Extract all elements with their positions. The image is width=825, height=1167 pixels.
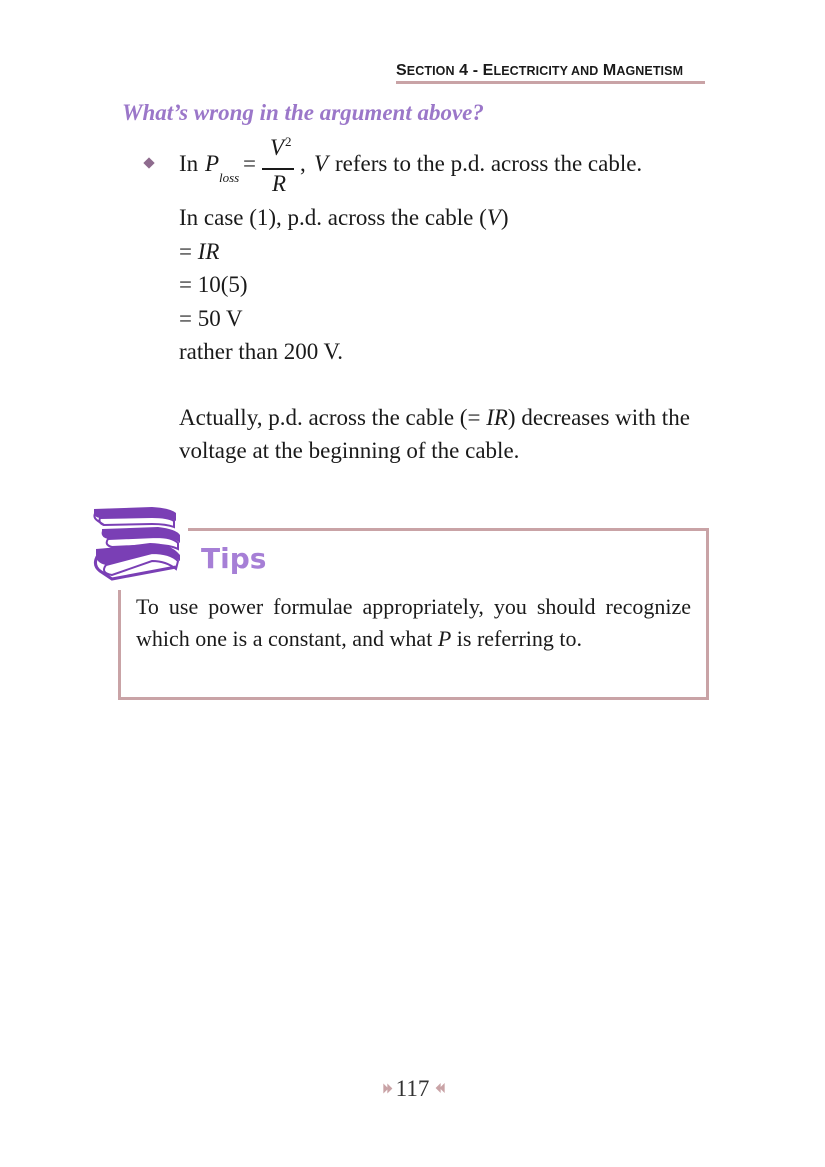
squared-exponent: 2	[285, 134, 292, 149]
tips-border-top	[188, 528, 709, 531]
tips-title: Tips	[201, 542, 267, 575]
double-arrow-left-icon: ⏴⏴	[435, 1082, 444, 1097]
tips-border-bottom	[118, 697, 709, 700]
line-case-1: In case (1), p.d. across the cable (V)	[179, 205, 509, 230]
tips-text: To use power formulae appropriately, you should recognize which one is a constant, and what P is referring to.	[136, 594, 691, 651]
line-rather-than: rather than 200 V.	[179, 339, 343, 364]
denominator-r: R	[272, 171, 287, 196]
in-word: In	[179, 151, 199, 176]
bullet-formula-line	[0, 130, 825, 205]
question-heading: What’s wrong in the argument above?	[122, 100, 484, 125]
books-icon	[90, 503, 185, 590]
fraction-bar	[262, 168, 294, 170]
page-number: 117	[395, 1076, 430, 1101]
v-symbol: V	[314, 151, 329, 176]
double-arrow-right-icon: ⏵⏵	[381, 1082, 390, 1097]
tips-border-right	[706, 528, 709, 700]
loss-subscript: loss	[219, 170, 240, 185]
p-symbol: P	[205, 151, 220, 176]
diamond-bullet-icon	[143, 157, 154, 168]
line-equals-10-5: = 10(5)	[179, 272, 248, 297]
bullet-rest-text: refers to the p.d. across the cable.	[335, 151, 643, 176]
line-voltage: voltage at the beginning of the cable.	[179, 438, 520, 463]
line-actually: Actually, p.d. across the cable (= IR) decreases with the	[179, 404, 690, 430]
equals-sign: =	[243, 151, 256, 176]
tips-border-left	[118, 590, 121, 700]
line-equals-ir: = IR	[179, 238, 220, 264]
explanation-body	[179, 201, 690, 468]
comma: ,	[300, 151, 306, 176]
line-equals-50v: = 50 V	[179, 305, 243, 331]
section-header: SECTION 4 - ELECTRICITY AND MAGNETISM	[396, 62, 705, 84]
numerator-v: V	[270, 135, 285, 160]
page-footer	[0, 1076, 825, 1102]
